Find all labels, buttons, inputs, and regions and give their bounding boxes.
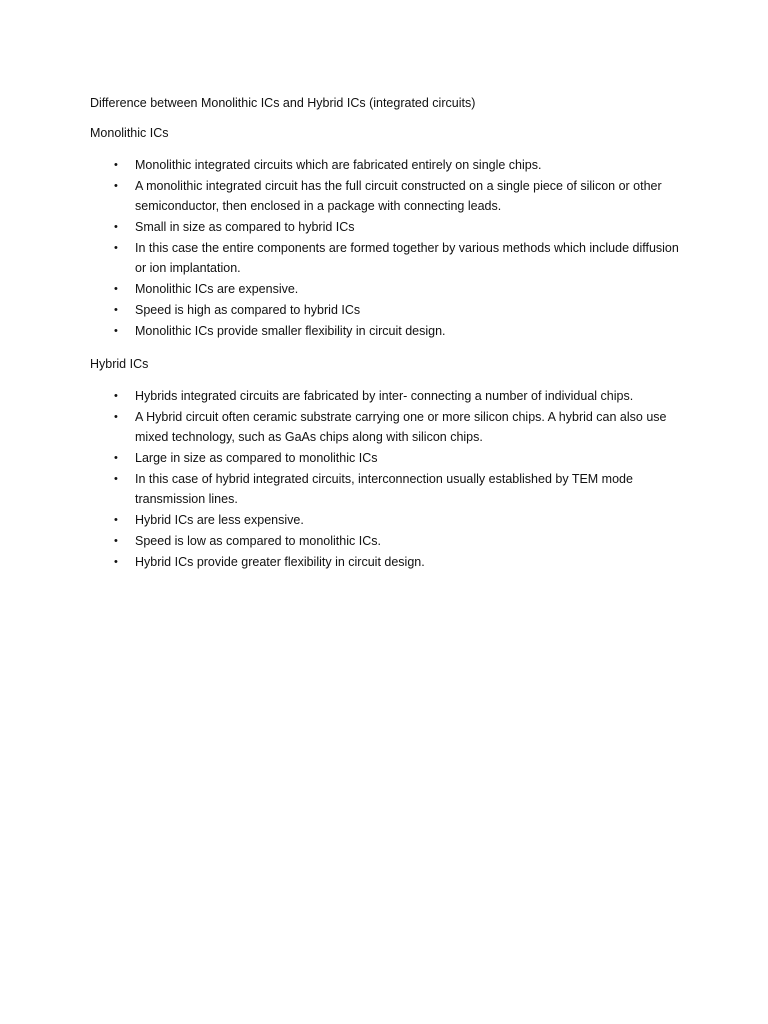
- list-item: [90, 510, 690, 530]
- bullet-icon: •: [114, 411, 118, 423]
- bullet-icon: •: [114, 180, 118, 192]
- bullet-icon: •: [114, 283, 118, 295]
- list-item: [90, 279, 690, 299]
- bullet-icon: •: [114, 473, 118, 485]
- list-item: [90, 300, 690, 320]
- list-item-text: Large in size as compared to monolithic ICs: [135, 451, 378, 465]
- bullet-icon: •: [114, 304, 118, 316]
- bullet-icon: •: [114, 325, 118, 337]
- section-heading-monolithic: Monolithic ICs: [90, 126, 169, 140]
- bullet-icon: •: [114, 514, 118, 526]
- hybrid-list: [90, 386, 690, 572]
- bullet-icon: •: [114, 556, 118, 568]
- list-item-text: Speed is low as compared to monolithic ICs.: [135, 534, 381, 548]
- list-item-text: In this case of hybrid integrated circuits, interconnection usually established by TEM mode transmission lines.: [135, 472, 633, 506]
- list-item-text: Small in size as compared to hybrid ICs: [135, 220, 355, 234]
- bullet-icon: •: [114, 535, 118, 547]
- list-item: [90, 531, 690, 551]
- list-item: [90, 552, 690, 572]
- list-item-text: Hybrids integrated circuits are fabricated by inter- connecting a number of individual chips.: [135, 389, 634, 403]
- list-item-text: A Hybrid circuit often ceramic substrate carrying one or more silicon chips. A hybrid can also use mixed technology, such as GaAs chips along with silicon chips.: [135, 410, 667, 444]
- bullet-icon: •: [114, 159, 118, 171]
- list-item: [90, 407, 690, 447]
- list-item-text: Hybrid ICs provide greater flexibility in circuit design.: [135, 555, 425, 569]
- list-item: [90, 155, 690, 175]
- bullet-icon: •: [114, 242, 118, 254]
- list-item: [90, 217, 690, 237]
- bullet-icon: •: [114, 390, 118, 402]
- list-item: [90, 448, 690, 468]
- monolithic-list: [90, 155, 690, 341]
- list-item: [90, 386, 690, 406]
- section-heading-hybrid: Hybrid ICs: [90, 357, 149, 371]
- list-item-text: Monolithic ICs are expensive.: [135, 282, 299, 296]
- list-item-text: Monolithic integrated circuits which are fabricated entirely on single chips.: [135, 158, 542, 172]
- document-title: Difference between Monolithic ICs and Hybrid ICs (integrated circuits): [90, 96, 476, 110]
- document-content: [90, 93, 690, 585]
- list-item: [90, 238, 690, 278]
- list-item: [90, 176, 690, 216]
- list-item-text: A monolithic integrated circuit has the full circuit constructed on a single piece of silicon or other semiconductor, then enclosed in a package with connecting leads.: [135, 179, 662, 213]
- list-item: [90, 321, 690, 341]
- bullet-icon: •: [114, 452, 118, 464]
- list-item-text: In this case the entire components are formed together by various methods which include diffusion or ion implantation.: [135, 241, 679, 275]
- list-item-text: Monolithic ICs provide smaller flexibility in circuit design.: [135, 324, 446, 338]
- list-item: [90, 469, 690, 509]
- list-item-text: Speed is high as compared to hybrid ICs: [135, 303, 361, 317]
- list-item-text: Hybrid ICs are less expensive.: [135, 513, 304, 527]
- bullet-icon: •: [114, 221, 118, 233]
